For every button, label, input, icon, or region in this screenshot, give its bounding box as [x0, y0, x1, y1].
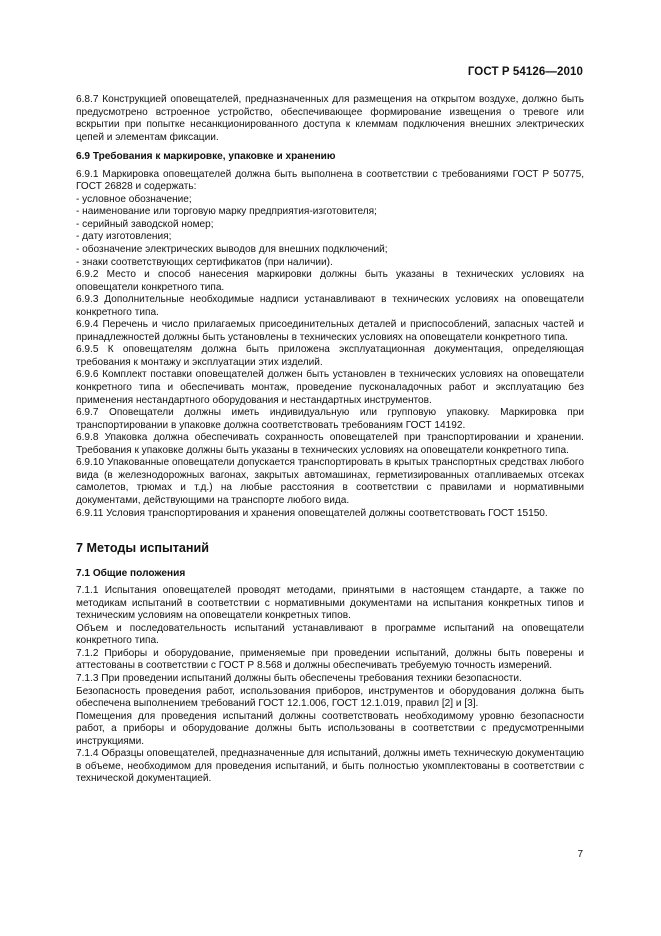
list-item: - дату изготовления; [76, 231, 172, 243]
list-item: - серийный заводской номер; [76, 218, 214, 230]
list-item: - наименование или торговую марку предприятия-изготовителя; [76, 206, 377, 218]
paragraph-6-9-10: 6.9.10 Упакованные оповещатели допускается транспортировать в крытых транспортных средствах любого вида (в железнодорожных вагонах, закрытых автомашинах, герметизированных отапливаемых отсеках самолетов, трюмах и т.д.) на любые расстояния в соответствии с правилами и нормативными документами, действующими на транспорте любого вида. [76, 457, 584, 506]
section-7-title: 7 Методы испытаний [76, 541, 209, 556]
paragraph-7-1-2: 7.1.2 Приборы и оборудование, применяемые при проведении испытаний, должны быть поверены и аттестованы в соответствии с ГОСТ Р 8.568 и должны обеспечивать требуемую точность измерений. [76, 647, 584, 672]
paragraph-6-9-4: 6.9.4 Перечень и число прилагаемых присоединительных деталей и приспособлений, запасных частей и принадлежностей должны быть установлены в технических условиях на оповещатели конкретного типа. [76, 319, 584, 343]
page-number: 7 [577, 849, 583, 860]
paragraph-7-1-3-b: Безопасность проведения работ, использования приборов, инструментов и оборудования должна быть обеспечена выполнением требований ГОСТ 12.1.006, ГОСТ 12.1.019, правил [2] и [3]. [76, 685, 584, 710]
document-header: ГОСТ Р 54126—2010 [467, 66, 583, 78]
paragraph-6-9-7: 6.9.7 Оповещатели должны иметь индивидуальную или групповую упаковку. Маркировка при транспортировании в упаковке должна соответствовать требованиям ГОСТ 14192. [76, 407, 584, 431]
marking-list [76, 194, 584, 269]
paragraph-6-9-2: 6.9.2 Место и способ нанесения маркировки должны быть указаны в технических условиях на оповещатели конкретного типа. [76, 269, 584, 293]
paragraph-7-1-4: 7.1.4 Образцы оповещателей, предназначенные для испытаний, должны иметь техническую документацию в объеме, необходимом для проведения испытаний, и быть полностью укомплектованы в соответствии с технической документацией. [76, 748, 584, 785]
paragraph-6-9-1: 6.9.1 Маркировка оповещателей должна быть выполнена в соответствии с требованиями ГОСТ Р 50775, ГОСТ 26828 и содержать: [76, 168, 584, 193]
paragraph-7-1-1: 7.1.1 Испытания оповещателей проводят методами, принятыми в настоящем стандарте, а также по методикам испытаний в соответствии с нормативными документами на испытания конкретных типов и техническим условиям на оповещатели конкретных типов. [76, 585, 584, 622]
paragraph-6-9-11: 6.9.11 Условия транспортирования и хранения оповещателей должны соответствовать ГОСТ 15150. [76, 507, 548, 519]
paragraph-7-1-1-b: Объем и последовательность испытаний устанавливают в программе испытаний на оповещатели конкретного типа. [76, 622, 584, 647]
section-6-9-title: 6.9 Требования к маркировке, упаковке и хранению [76, 151, 336, 163]
list-item: - обозначение электрических выводов для внешних подключений; [76, 244, 388, 256]
paragraph-6-9-8: 6.9.8 Упаковка должна обеспечивать сохранность оповещателей при транспортировании и хранении. Требования к упаковке должны быть указаны в технических условиях на оповещатели конкретного типа. [76, 432, 584, 456]
paragraph-7-1-3: 7.1.3 При проведении испытаний должны быть обеспечены требования техники безопасности. [76, 672, 522, 684]
list-item: - знаки соответствующих сертификатов (при наличии). [76, 256, 333, 268]
paragraph-6-8-7 [76, 94, 584, 144]
section-7-1-title: 7.1 Общие положения [76, 567, 186, 579]
page-content [76, 94, 584, 786]
paragraph-6-9-5: 6.9.5 К оповещателям должна быть приложена эксплуатационная документация, определяющая требования к монтажу и эксплуатации этих изделий. [76, 344, 584, 368]
paragraph-7-1-3-c: Помещения для проведения испытаний должны соответствовать необходимому уровню безопасности работ, а приборы и оборудование должны быть использованы в соответствии с предусмотренными инструкциями. [76, 710, 584, 747]
paragraph-6-9-6: 6.9.6 Комплект поставки оповещателей должен быть установлен в технических условиях на оповещатели конкретного типа и обеспечивать монтаж, проведение пусконаладочных работ и эксплуатацию без применения нестандартного оборудования и нестандартных инструментов. [76, 369, 584, 406]
paragraph-6-9-3: 6.9.3 Дополнительные необходимые надписи устанавливают в технических условиях на оповещатели конкретного типа. [76, 294, 584, 318]
list-item: - условное обозначение; [76, 193, 192, 205]
paragraph-text: 6.8.7 Конструкцией оповещателей, предназначенных для размещения на открытом воздухе, должно быть предусмотрено встроенное устройство, обеспечивающее формирование извещения о тревоге или вскрытии при попытке несанкционированного доступа к клеммам подключения внешних электрических цепей и элементам фиксации. [76, 94, 584, 143]
